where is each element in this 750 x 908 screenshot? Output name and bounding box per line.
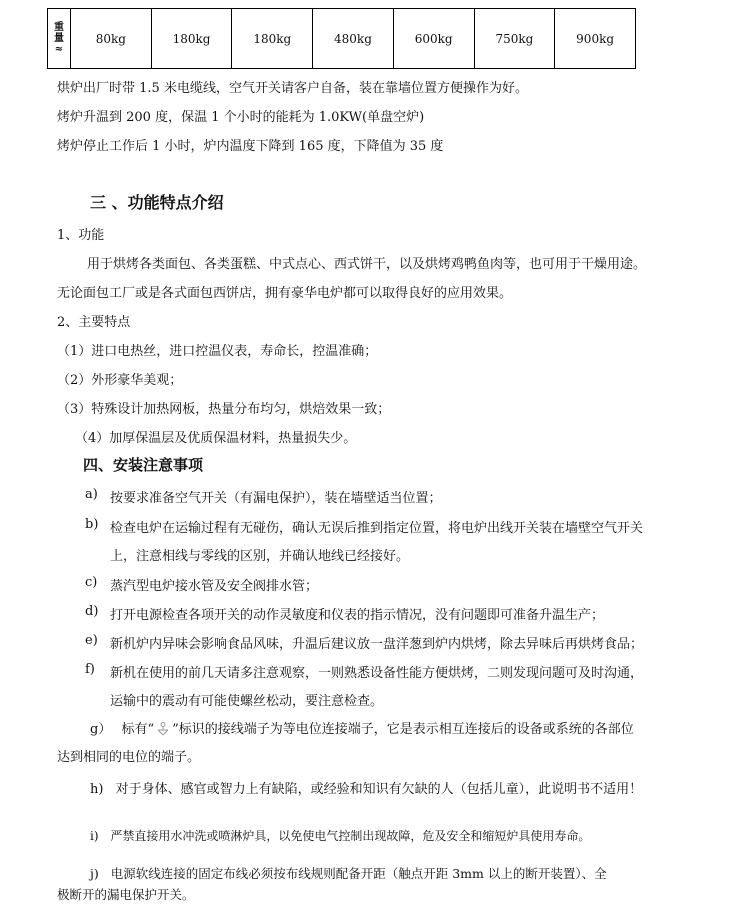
note-energy: 烤炉升温到 200 度，保温 1 个小时的能耗为 1.0KW(单盘空炉) xyxy=(57,110,425,125)
install-item-j xyxy=(90,864,607,882)
install-item-letter: b) xyxy=(85,517,99,532)
weight-cell: 180kg xyxy=(232,9,313,69)
install-item-text: 运输中的震动有可能使螺丝松动，要注意检查。 xyxy=(110,694,384,709)
note-cable: 烘炉出厂时带 1.5 米电缆线，空气开关请客户自备，装在靠墙位置方便操作为好。 xyxy=(57,81,528,96)
install-item-text: 蒸汽型电炉接水管及安全阀排水管； xyxy=(110,579,319,594)
weight-cell: 480kg xyxy=(313,9,394,69)
install-item-text: 极断开的漏电保护开关。 xyxy=(57,887,195,902)
install-item-text: 打开电源检查各项开关的动作灵敏度和仪表的指示情况，没有问题即可准备升温生产； xyxy=(110,608,605,623)
function-text-line1: 用于烘烤各类面包、各类蛋糕、中式点心、西式饼干，以及烘烤鸡鸭鱼肉等，也可用于干燥用途。 xyxy=(87,257,647,272)
feature-item: （3）特殊设计加热网板，热量分布均匀，烘焙效果一致； xyxy=(57,402,391,417)
install-item-g xyxy=(90,718,634,737)
weight-cell: 750kg xyxy=(474,9,555,69)
install-item-text: 按要求准备空气开关（有漏电保护），装在墙壁适当位置； xyxy=(110,491,442,506)
feature-item: （2）外形豪华美观； xyxy=(57,373,183,388)
weight-label-cell xyxy=(48,9,71,69)
install-item-letter: a) xyxy=(85,487,98,502)
weight-label-char: 重 xyxy=(54,22,64,33)
section-3-title: 三 、功能特点介绍 xyxy=(90,193,224,212)
install-item-text: ”标识的接线端子为等电位连接端子，它是表示相互连接后的设备或系统的各部位 xyxy=(172,722,634,737)
install-item-text: 检查电炉在运输过程有无碰伤，确认无误后推到指定位置，将电炉出线开关装在墙壁空气开关 xyxy=(110,521,644,536)
feature-item: （4）加厚保温层及优质保温材料，热量损失少。 xyxy=(75,431,357,446)
weight-cell: 80kg xyxy=(71,9,152,69)
install-item-letter: i) xyxy=(90,829,99,843)
equipotential-ground-icon xyxy=(156,722,170,736)
function-text-line2: 无论面包工厂或是各式面包西饼店，拥有豪华电炉都可以取得良好的应用效果。 xyxy=(57,286,513,301)
note-cooling: 烤炉停止工作后 1 小时，炉内温度下降到 165 度，下降值为 35 度 xyxy=(57,139,444,154)
weight-table xyxy=(47,8,636,69)
weight-cell: 180kg xyxy=(151,9,232,69)
section-3-sub-function: 1、功能 xyxy=(57,228,105,243)
install-item-text: 严禁直接用水冲洗或喷淋炉具，以免使电气控制出现故障，危及安全和缩短炉具使用寿命。 xyxy=(110,829,591,843)
install-item-letter: e) xyxy=(85,633,98,648)
section-4-title: 四、安装注意事项 xyxy=(83,456,204,474)
weight-label-char: 量 xyxy=(54,33,64,44)
install-item-i xyxy=(90,827,590,844)
install-item-text: 新机在使用的前几天请多注意观察，一则熟悉设备性能方便烘烤，二则发现问题可及时沟通， xyxy=(110,666,644,681)
install-item-text: 达到相同的电位的端子。 xyxy=(57,750,201,765)
install-item-letter: g） xyxy=(90,722,112,737)
install-item-text: 电源软线连接的固定布线必须按布线规则配备开距（触点开距 3mm 以上的断开装置）、全 xyxy=(110,866,607,881)
install-item-letter: h) xyxy=(90,782,104,797)
install-item-text: 新机炉内异味会影响食品风味，升温后建议放一盘洋葱到炉内烘烤，除去异味后再烘烤食品； xyxy=(110,637,644,652)
install-item-letter: j) xyxy=(90,866,99,881)
install-item-letter: c) xyxy=(85,575,98,590)
feature-item: （1）进口电热丝，进口控温仪表，寿命长，控温准确； xyxy=(57,344,378,359)
install-item-letter: d) xyxy=(85,604,99,619)
install-item-letter: f) xyxy=(85,662,95,677)
install-item-text: 标有“ xyxy=(121,722,155,737)
section-3-sub-features: 2、主要特点 xyxy=(57,315,131,330)
weight-cell: 600kg xyxy=(393,9,474,69)
install-item-text: 上，注意相线与零线的区别，并确认地线已经接好。 xyxy=(110,549,410,564)
weight-cell: 900kg xyxy=(555,9,636,69)
install-item-h xyxy=(90,778,642,797)
install-item-text: 对于身体、感官或智力上有缺陷，或经验和知识有欠缺的人（包括儿童），此说明书不适用！ xyxy=(115,782,643,797)
weight-row xyxy=(48,9,636,69)
weight-label-char: ≈ xyxy=(54,44,64,55)
